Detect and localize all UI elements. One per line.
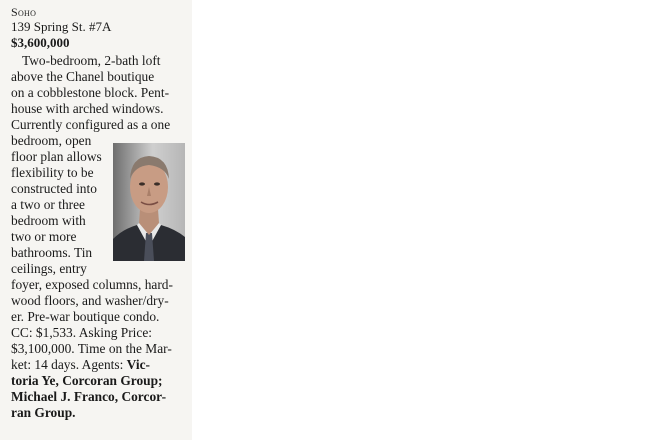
body-line: house with arched windows.: [11, 101, 164, 116]
body-line: above the Chanel boutique: [11, 69, 155, 84]
body-line: Currently configured as a one: [11, 117, 171, 132]
body-line: $3,100,000. Time on the Mar-: [11, 341, 172, 356]
body-line: bedroom, open: [11, 133, 92, 148]
agents-intro: ket: 14 days. Agents:: [11, 357, 127, 372]
body-line: bedroom with: [11, 213, 86, 228]
body-line: wood floors, and washer/dry-: [11, 293, 169, 308]
body-line: [11, 357, 150, 373]
body-line: flexibility to be: [11, 165, 94, 180]
agent-name: Michael J. Franco, Corcor-: [11, 389, 167, 404]
body-line: [11, 405, 76, 421]
agent-name: toria Ye, Corcoran Group;: [11, 373, 163, 388]
body-line: er. Pre-war boutique condo.: [11, 309, 160, 324]
body-line: [11, 389, 166, 405]
body-line: a two or three: [11, 197, 85, 212]
body-line: constructed into: [11, 181, 97, 196]
agent-headshot-photo: [113, 143, 185, 261]
body-line: CC: $1,533. Asking Price:: [11, 325, 152, 340]
body-line: on a cobblestone block. Pent-: [11, 85, 170, 100]
body-line: foyer, exposed columns, hard-: [11, 277, 173, 292]
listing-clipping: [0, 0, 192, 440]
agent-name: Vic-: [126, 357, 150, 372]
body-line: floor plan allows: [11, 149, 102, 164]
body-line: two or more: [11, 229, 77, 244]
body-line: [11, 373, 163, 389]
neighborhood-label: Soho: [11, 5, 37, 19]
listing-price: $3,600,000: [11, 35, 70, 50]
listing-address: 139 Spring St. #7A: [11, 19, 112, 34]
agent-name: ran Group.: [11, 405, 76, 420]
body-line: ceilings, entry: [11, 261, 87, 276]
body-line: bathrooms. Tin: [11, 245, 93, 260]
body-line: Two-bedroom, 2-bath loft: [22, 53, 161, 68]
headshot-illustration: [113, 143, 185, 261]
